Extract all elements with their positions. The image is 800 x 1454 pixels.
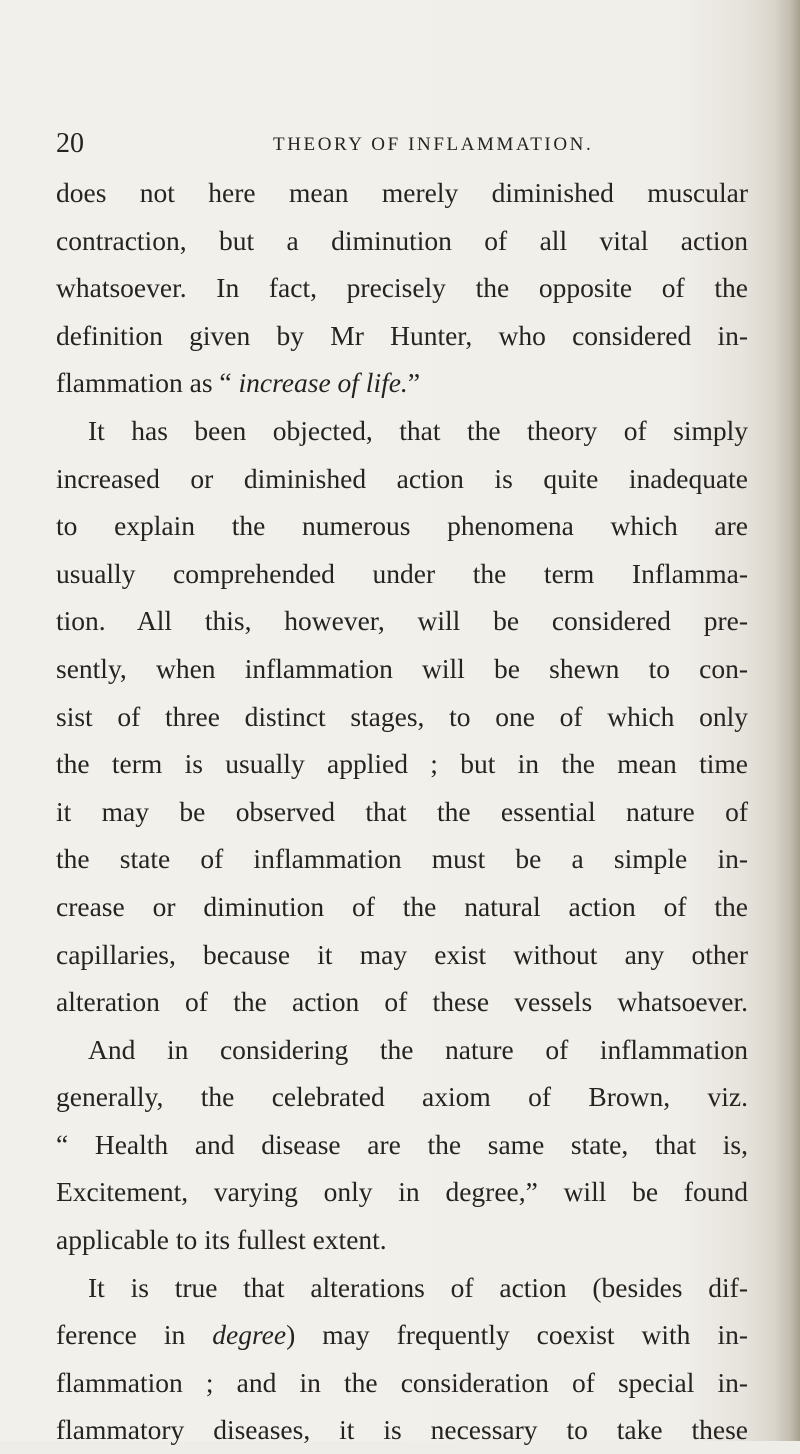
body-text (56, 169, 748, 1454)
text-line: flammatory diseases, it is necessary to take these (56, 1414, 748, 1446)
text-line: generally, the celebrated axiom of Brown, viz. (56, 1081, 748, 1113)
text-line: flammation ; and in the consideration of special in- (56, 1366, 748, 1398)
text-line: sently, when inflammation will be shewn to con- (56, 652, 748, 684)
page-edge-shadow (774, 0, 800, 1441)
text-line (56, 359, 748, 407)
text-line: And in considering the nature of inflammation (88, 1033, 748, 1065)
text-line: It is true that alterations of action (besides dif- (88, 1271, 748, 1303)
text-line: whatsoever. In fact, precisely the opposite of the (56, 272, 748, 304)
text-line: crease or diminution of the natural action of the (56, 890, 748, 922)
text-line: Excitement, varying only in degree,” will be found (56, 1176, 748, 1208)
italic-word: degree (212, 1319, 287, 1351)
text-line: sist of three distinct stages, to one of which only (56, 700, 748, 732)
text-line: contraction, but a diminution of all vital action (56, 224, 748, 256)
text-line: the state of inflammation must be a simple in- (56, 843, 748, 875)
text-line: capillaries, because it may exist without any other (56, 938, 748, 970)
text-line: to explain the numerous phenomena which are (56, 510, 748, 542)
text-line: alteration of the action of these vessels whatsoever. (56, 986, 748, 1018)
text-segment: ” (407, 367, 421, 399)
italic-phrase: increase of life. (238, 367, 408, 399)
text-line: applicable to its fullest extent. (56, 1224, 387, 1256)
text-segment: ) may frequently coexist with in- (286, 1319, 748, 1351)
text-line: the term is usually applied ; but in the mean time (56, 748, 748, 780)
text-line: It has been objected, that the theory of simply (88, 414, 748, 446)
text-line: tion. All this, however, will be considered pre- (56, 605, 748, 637)
text-line: does not here mean merely diminished muscular (56, 177, 748, 208)
page-header (56, 126, 746, 162)
text-line: increased or diminished action is quite inadequate (56, 462, 748, 494)
text-line: definition given by Mr Hunter, who considered in- (56, 319, 748, 351)
running-title: THEORY OF INFLAMMATION. (273, 134, 594, 155)
text-segment: ference in (56, 1319, 213, 1351)
text-line: “ Health and disease are the same state, that is, (56, 1128, 748, 1160)
text-line: usually comprehended under the term Inflamma- (56, 557, 748, 589)
text-line: it may be observed that the essential nature of (56, 795, 748, 827)
page-number: 20 (56, 128, 84, 159)
text-segment: flammation as “ (56, 367, 239, 399)
text-line (56, 1311, 748, 1359)
